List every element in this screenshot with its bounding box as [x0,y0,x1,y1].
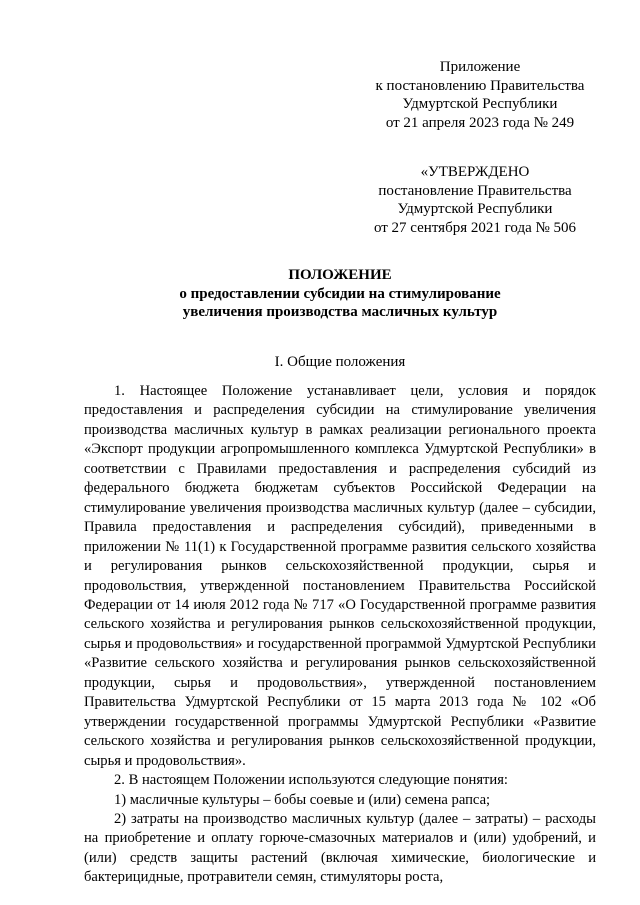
title-line: о предоставлении субсидии на стимулирование [179,285,501,302]
appendix-line: от 21 апреля 2023 года № 249 [385,114,575,131]
approved-line: постановление Правительства [378,182,572,199]
approved-stamp [350,163,600,237]
paragraph: 2. В настоящем Положении используются следующие понятия: [114,772,508,789]
paragraph: 2) затраты на производство масличных культур (далее – затраты) – расходы на приобретение и оплату горюче-смазочных материалов и (или) удобрений, и (или) средств защиты растений (включая химические, биологические и бактерицидные, протравители семян, стимуляторы роста, [84,810,596,886]
paragraph: 1. Настоящее Положение устанавливает цели, условия и порядок предоставления и распределения субсидии на стимулирование увеличения производства масличных культур в рамках реализации регионального проекта «Экспорт продукции агропромышленного комплекса Удмуртской Республики» в соответствии с Правилами предоставления и распределения субсидий из федерального бюджета бюджетам субъектов Российской Федерации на стимулирование увеличения производства масличных культур (далее – субсидии, Правила предоставления и распределения субсидий), приведенными в приложении № 11(1) к Государственной программе развития сельского хозяйства и регулирования рынков сельскохозяйственной продукции, сырья и продовольствия, утвержденной постановлением Правительства Российской Федерации от 14 июля 2012 года № 717 «О Государственной программе развития сельского хозяйства и регулирования рынков сельскохозяйственной продукции, сырья и продовольствия» и государственной программой Удмуртской Республики «Развитие сельского хозяйства и регулирования рынков сельскохозяйственной продукции, сырья и продовольствия», утвержденной постановлением Правительства Удмуртской Республики от 15 марта 2013 года № 102 «Об утверждении государственной программы Удмуртской Республики «Развитие сельского хозяйства и регулирования рынков сельскохозяйственной продукции, сырья и продовольствия». [84,383,596,769]
approved-line: Удмуртской Республики [397,201,553,217]
appendix-line: к постановлению Правительства [375,77,585,94]
approved-line: «УТВЕРЖДЕНО [420,164,530,180]
title-line: увеличения производства масличных культур [182,304,498,320]
document-body [84,382,596,888]
title-heading: ПОЛОЖЕНИЕ [288,267,392,283]
appendix-line: Удмуртской Республики [402,96,558,112]
appendix-reference [360,58,600,132]
appendix-line: Приложение [439,59,521,75]
document-title [80,266,600,322]
paragraph: 1) масличные культуры – бобы соевые и (или) семена рапса; [114,791,491,808]
approved-line: от 27 сентября 2021 года № 506 [373,219,577,236]
section-heading: I. Общие положения [274,354,406,370]
